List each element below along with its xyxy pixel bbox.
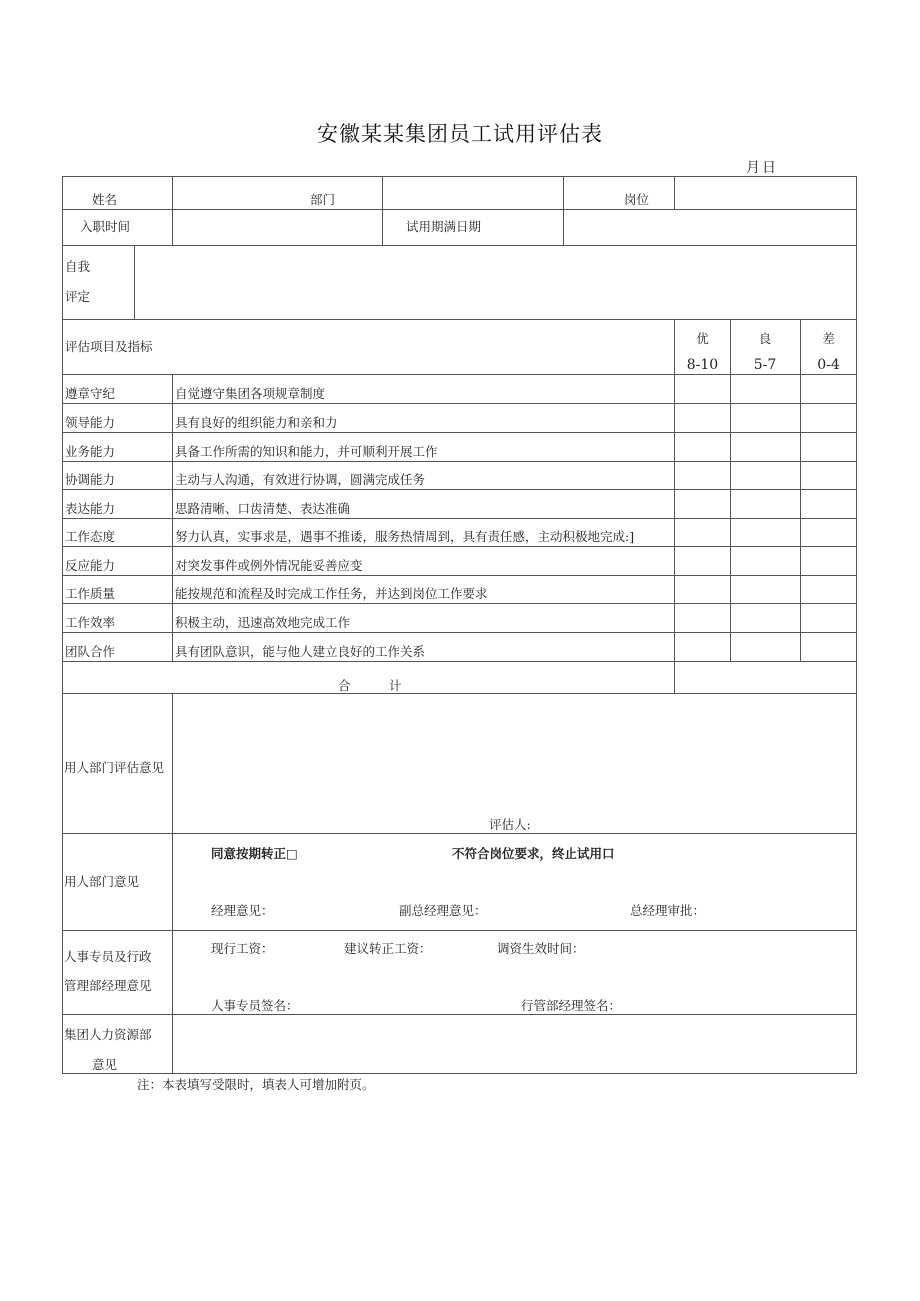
- gm-approval-label: 总经理审批：: [630, 903, 706, 918]
- hr-opinion-label-2: 管理部经理意见: [64, 978, 152, 993]
- criteria-item: 工作质量: [65, 586, 116, 601]
- hire-date-label: 入职时间: [80, 219, 131, 234]
- criteria-item: 表达能力: [65, 501, 116, 516]
- evaluator-label: 评估人:: [489, 817, 531, 832]
- self-eval-field[interactable]: [135, 246, 856, 319]
- group-hr-field[interactable]: [173, 1015, 856, 1073]
- manager-opinion-label: 经理意见：: [211, 903, 274, 918]
- criteria-item: 工作效率: [65, 615, 116, 630]
- footer-note: 注：本表填写受限时，填表人可增加附页。: [137, 1077, 375, 1092]
- criteria-item: 业务能力: [65, 444, 116, 459]
- criteria-item: 遵章守纪: [65, 386, 116, 401]
- criteria-item: 团队合作: [65, 644, 116, 659]
- criteria-desc: 思路清晰、口齿清楚、表达准确: [175, 501, 351, 516]
- document-title: 安徽某某集团员工试用评估表: [317, 122, 603, 146]
- date-label: 月日: [746, 160, 778, 176]
- criteria-item: 协调能力: [65, 472, 116, 487]
- dept-field[interactable]: [383, 177, 563, 209]
- position-field[interactable]: [675, 177, 856, 209]
- criteria-item: 反应能力: [65, 558, 116, 573]
- dept-eval-field[interactable]: [173, 694, 856, 806]
- grade-poor: 差: [822, 331, 835, 346]
- criteria-desc: 自觉遵守集团各项规章制度: [175, 386, 326, 401]
- dept-label: 部门: [310, 192, 336, 207]
- self-eval-label-2: 评定: [65, 289, 91, 304]
- grade-excellent: 优: [696, 331, 709, 346]
- criteria-desc: 对突发事件或例外情况能妥善应变: [175, 558, 363, 573]
- criteria-desc: 积极主动，迅速高效地完成工作: [175, 615, 351, 630]
- reject-option[interactable]: 不符合岗位要求，终止试用口: [452, 846, 615, 861]
- name-label: 姓名: [92, 192, 118, 207]
- total-score-field[interactable]: [675, 662, 856, 693]
- range-excellent: 8-10: [686, 357, 719, 373]
- effective-time-label: 调资生效时间：: [497, 941, 585, 956]
- current-salary-label: 现行工资：: [211, 941, 274, 956]
- items-label: 评估项目及指标: [65, 339, 153, 354]
- criteria-desc: 能按规范和流程及时完成工作任务，并达到岗位工作要求: [175, 586, 488, 601]
- deputy-gm-opinion-label: 副总经理意见：: [399, 903, 487, 918]
- hr-sign-label: 人事专员签名：: [211, 998, 299, 1013]
- group-hr-label-2: 意见: [92, 1057, 118, 1072]
- criteria-desc: 努力认真，实事求是，遇事不推诿，服务热情周到，具有责任感，主动积极地完成:]: [175, 529, 635, 544]
- self-eval-label-1: 自我: [65, 259, 91, 274]
- agree-option[interactable]: 同意按期转正□: [211, 846, 298, 861]
- criteria-item: 工作态度: [65, 529, 116, 544]
- grade-good: 良: [758, 331, 772, 346]
- criteria-desc: 具有团队意识，能与他人建立良好的工作关系: [175, 644, 426, 659]
- criteria-desc: 主动与人沟通，有效进行协调，圆满完成任务: [175, 472, 426, 487]
- range-good: 5-7: [753, 357, 777, 373]
- criteria-desc: 具备工作所需的知识和能力，并可顺利开展工作: [175, 444, 438, 459]
- probation-end-field[interactable]: [564, 210, 856, 245]
- range-poor: 0-4: [817, 357, 840, 373]
- name-field[interactable]: [173, 177, 382, 209]
- total-label-b: 计: [389, 678, 402, 693]
- probation-end-label: 试用期满日期: [406, 219, 482, 234]
- position-label: 岗位: [624, 192, 650, 207]
- criteria-item: 领导能力: [65, 415, 116, 430]
- admin-sign-label: 行管部经理签名：: [521, 998, 622, 1013]
- dept-opinion-label: 用人部门意见: [64, 874, 140, 889]
- hire-date-field[interactable]: [173, 210, 382, 245]
- group-hr-label-1: 集团人力资源部: [64, 1027, 152, 1042]
- hr-opinion-label-1: 人事专员及行政: [64, 949, 152, 964]
- proposed-salary-label: 建议转正工资：: [344, 941, 432, 956]
- criteria-desc: 具有良好的组织能力和亲和力: [175, 415, 338, 430]
- dept-eval-label: 用人部门评估意见: [64, 760, 165, 775]
- total-label-a: 合: [338, 678, 351, 693]
